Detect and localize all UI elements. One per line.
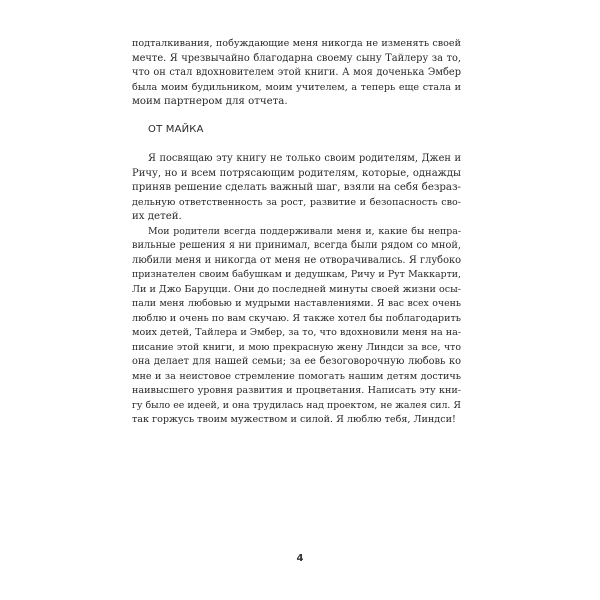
text-line: моих детей, Тайлера и Эмбер, за то, что вдохновили меня на на-	[132, 327, 461, 338]
text-line: писание этой книги, и мою прекрасную жену Линдси за все, что	[132, 341, 461, 353]
text-line: моим партнером для отчета.	[132, 96, 288, 107]
text-line: Я посвящаю эту книгу не только своим родителям, Джен и	[148, 153, 461, 164]
text-line: так горжусь твоим мужеством и силой. Я люблю тебя, Линдси!	[132, 414, 456, 425]
text-line: приняв решение сделать важный шаг, взяли на себя безраз-	[132, 182, 461, 193]
text-line: гу было ее идеей, и она трудилась над проектом, не жалея сил. Я	[132, 399, 461, 411]
text-line: люблю и очень по вам скучаю. Я также хотел бы поблагодарить	[132, 312, 461, 324]
text-line: признателен своим бабушкам и дедушкам, Ричу и Рут Маккарти,	[132, 269, 461, 280]
text-line: пали меня любовью и мудрыми наставлениями. Я вас всех очень	[132, 298, 461, 309]
text-line: Мои родители всегда поддерживали меня и, какие бы непра-	[148, 225, 461, 237]
text-line: Ричу, но и всем потрясающим родителям, которые, однажды	[132, 167, 461, 179]
section-heading: ОТ МАЙКА	[148, 124, 204, 135]
page-number: 4	[296, 553, 304, 564]
text-line: любили меня и никогда от меня не отворачивались. Я глубоко	[132, 254, 461, 266]
text-line: она делает для нашей семьи; за ее безоговорочную любовь ко	[132, 356, 461, 367]
text-line: вильные решения я ни принимал, всегда были рядом со мной,	[132, 240, 461, 251]
text-line: их детей.	[132, 211, 182, 222]
text-line: Ли и Джо Баруцци. Они до последней минуты своей жизни осы-	[132, 283, 461, 295]
text-line: наивысшего уровня развития и процветания. Написать эту кни-	[132, 385, 461, 396]
text-line: подталкивания, побуждающие меня никогда не изменять своей	[132, 38, 461, 49]
text-line: мне и за неистовое стремление помогать нашим детям достичь	[132, 370, 461, 382]
text-line: что он стал вдохновителем этой книги. А моя доченька Эмбер	[132, 67, 461, 78]
text-line: дельную ответственность за рост, развитие и безопасность сво-	[132, 196, 461, 208]
text-line: была моим будильником, моим учителем, а теперь еще стала и	[132, 81, 461, 93]
text-line: мечте. Я чрезвычайно благодарна своему сыну Тайлеру за то,	[132, 52, 461, 64]
